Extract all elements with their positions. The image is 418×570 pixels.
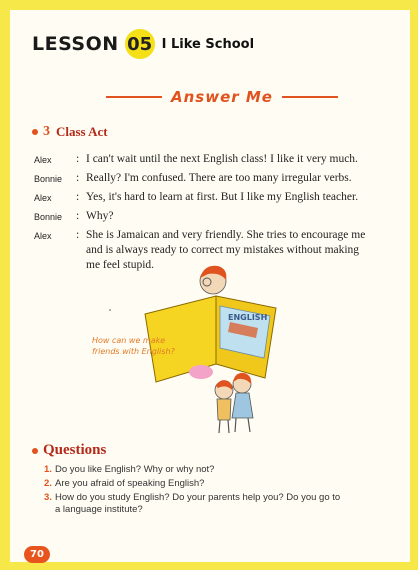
lesson-label: LESSON [32, 33, 119, 55]
dialog-text [86, 190, 406, 206]
caption-line: friends with English? [92, 347, 175, 356]
question-text [55, 492, 404, 516]
class-act-heading [32, 124, 108, 140]
lesson-number-badge: 05 [125, 29, 155, 59]
section-number: 3 [43, 124, 50, 139]
speaker-name: Alex [34, 231, 52, 241]
dialog-line [34, 171, 406, 187]
dialog-text-line: Really? I'm confused. There are too many irregular verbs. [86, 172, 352, 184]
dialog-text [86, 152, 406, 168]
question-text-line: Are you afraid of speaking English? [55, 478, 205, 489]
dialog-text-line: I can't wait until the next English class! I like it very much. [86, 153, 358, 165]
dialog-text [86, 209, 406, 225]
dialog-text-line: Yes, it's hard to learn at first. But I like my English teacher. [86, 191, 359, 203]
speaker-name: Alex [34, 193, 52, 203]
question-number: 1. [44, 464, 52, 475]
question-text-line: Do you like English? Why or why not? [55, 464, 215, 475]
dialog-line [34, 209, 406, 225]
banner-rule-left [106, 96, 162, 98]
speaker-colon: : [76, 229, 80, 241]
dot-mark [109, 309, 111, 311]
speaker-colon: : [76, 153, 80, 165]
questions-heading [32, 442, 106, 459]
section-title: Class Act [56, 124, 108, 139]
lesson-header [32, 29, 254, 59]
heading-bullet-icon [32, 448, 38, 454]
question-item [44, 464, 404, 476]
speaker-colon: : [76, 210, 80, 222]
lesson-title: I Like School [161, 36, 255, 52]
dialog-text-line: She is Jamaican and very friendly. She tries to encourage me [86, 229, 366, 241]
questions-title: Questions [43, 442, 107, 458]
speaker-name: Alex [34, 155, 52, 165]
dialog-text [86, 171, 406, 187]
dialog [34, 152, 406, 276]
question-text [55, 464, 404, 476]
dialog-text-line: me feel stupid. [86, 259, 155, 271]
heading-bullet-icon [32, 129, 38, 135]
dialog-line [34, 152, 406, 168]
boy-leg [228, 420, 229, 433]
page-number-badge: 70 [24, 546, 50, 563]
book-label: ENGLISH [228, 313, 268, 322]
question-text [55, 478, 404, 490]
question-number: 2. [44, 478, 52, 489]
boy-body [217, 399, 231, 420]
girl-leg [248, 418, 250, 432]
question-item [44, 478, 404, 490]
dialog-text-line: Why? [86, 210, 114, 222]
caption-line: How can we make [92, 336, 166, 345]
dialog-line [34, 190, 406, 206]
answer-me-banner [106, 88, 338, 106]
banner-title: Answer Me [171, 88, 273, 106]
banner-rule-right [282, 96, 338, 98]
speaker-colon: : [76, 191, 80, 203]
speaker-name: Bonnie [34, 174, 63, 184]
girl-leg [235, 418, 236, 432]
illustration-caption [92, 335, 192, 357]
questions-list [44, 464, 404, 518]
question-text-line: a language institute? [55, 504, 143, 515]
speech-bubble [189, 365, 213, 379]
question-item [44, 492, 404, 516]
speaker-colon: : [76, 172, 80, 184]
girl-body [232, 393, 253, 418]
textbook-page [10, 10, 410, 562]
question-text-line: How do you study English? Do your parents help you? Do you go to [55, 492, 341, 503]
dialog-text-line: and is always ready to correct my mistakes without making [86, 244, 360, 256]
question-number: 3. [44, 492, 52, 503]
boy-leg [219, 420, 220, 433]
speaker-name: Bonnie [34, 212, 63, 222]
